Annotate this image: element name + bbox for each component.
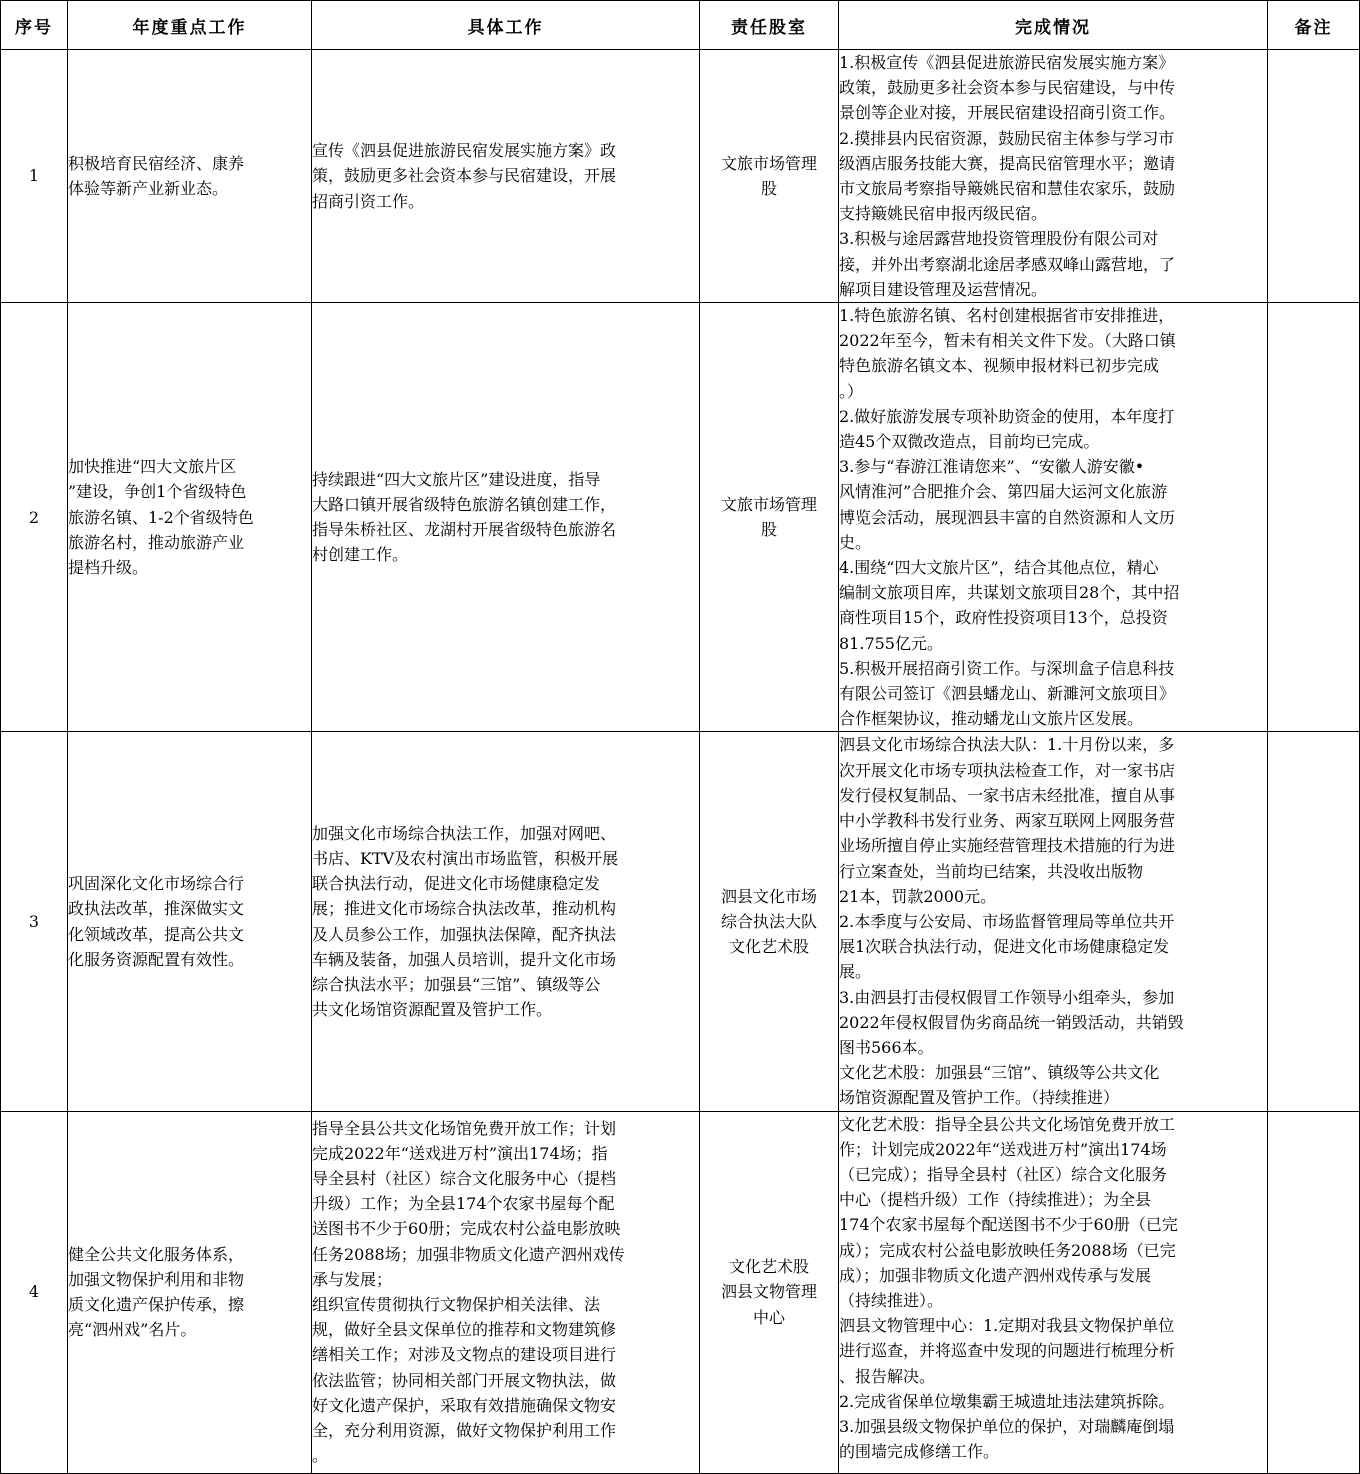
- cell-detail: [312, 732, 700, 1111]
- text-line: 股: [760, 179, 777, 199]
- header-key-work: 年度重点工作: [68, 1, 312, 50]
- text-line: 积极培育民宿经济、康养: [68, 153, 245, 173]
- cell-dept: [700, 732, 839, 1111]
- text-line: 送图书不少于60册；完成农村公益电影放映: [312, 1219, 621, 1239]
- text-line: 中心（提档升级）工作（持续推进）；为全县: [839, 1190, 1152, 1210]
- cell-detail: [312, 1111, 700, 1473]
- text-line: 综合执法水平；加强县“三馆”、镇级等公: [312, 974, 601, 994]
- text-line: 成）；完成农村公益电影放映任务2088场（已完: [839, 1240, 1176, 1260]
- text-line: 2022年侵权假冒伪劣商品统一销毁活动，共销毁: [839, 1012, 1184, 1032]
- text-line: 中小学教科书发行业务、两家互联网上网服务营: [839, 811, 1176, 831]
- text-line: 3.加强县级文物保护单位的保护，对瑞麟庵倒塌: [839, 1416, 1175, 1436]
- text-line: 编制文旅项目库，共谋划文旅项目28个，其中招: [839, 583, 1180, 603]
- text-line: 图书566本。: [839, 1037, 934, 1057]
- text-line: 3.参与“春游江淮请您来”、“安徽人游安徽•: [839, 457, 1145, 477]
- text-line: 共文化场馆资源配置及管护工作。: [312, 1000, 553, 1020]
- text-line: 提档升级。: [68, 558, 149, 578]
- text-line: 、报告解决。: [839, 1366, 936, 1386]
- text-line: 中心: [752, 1307, 785, 1327]
- text-line: 。）: [839, 381, 864, 401]
- text-line: 泗县文物管理中心：1.定期对我县文物保护单位: [839, 1316, 1175, 1336]
- text-line: 村创建工作。: [312, 545, 409, 565]
- text-line: 。: [312, 1446, 329, 1466]
- text-line: 升级）工作；为全县174个农家书屋每个配: [312, 1194, 615, 1214]
- header-index: 序号: [1, 1, 68, 50]
- cell-remark: [1268, 732, 1360, 1111]
- text-line: 1.特色旅游名镇、名村创建根据省市安排推进，: [839, 306, 1175, 326]
- header-detail: 具体工作: [312, 1, 700, 50]
- text-line: 发行侵权复制品、一家书店未经批准，擅自从事: [839, 785, 1176, 805]
- text-line: 174个农家书屋每个配送图书不少于60册（已完: [839, 1215, 1178, 1235]
- text-line: 全，充分利用资源，做好文物保护利用工作: [312, 1421, 617, 1441]
- text-line: 场馆资源配置及管护工作。（持续推进）: [839, 1088, 1120, 1108]
- text-line: 史。: [839, 532, 872, 552]
- text-line: 规，做好全县文保单位的推荐和文物建筑修: [312, 1320, 617, 1340]
- text-line: 指导全县公共文化场馆免费开放工作；计划: [312, 1118, 617, 1138]
- text-line: 级酒店服务技能大赛，提高民宿管理水平；邀请: [839, 153, 1176, 173]
- text-line: 行立案查处，当前均已结案，共没收出版物: [839, 861, 1144, 881]
- text-line: 加强文物保护利用和非物: [68, 1269, 245, 1289]
- text-line: 2.完成省保单位墩集霸王城遗址违法建筑拆除。: [839, 1391, 1175, 1411]
- cell-remark: [1268, 50, 1360, 303]
- cell-remark: [1268, 1111, 1360, 1473]
- cell-status: [839, 1111, 1268, 1473]
- text-line: 任务2088场；加强非物质文化遗产泗州戏传: [312, 1244, 625, 1264]
- text-line: 景创等企业对接，开展民宿建设招商引资工作。: [839, 103, 1176, 123]
- table-row: [1, 1111, 1360, 1473]
- text-line: 健全公共文化服务体系，: [68, 1244, 245, 1264]
- text-line: 接，并外出考察湖北途居孝感双峰山露营地，了: [839, 254, 1176, 274]
- text-line: 文旅市场管理: [720, 495, 817, 515]
- text-line: 文旅市场管理: [720, 153, 817, 173]
- text-line: 加快推进“四大文旅片区: [68, 457, 237, 477]
- text-line: 综合执法大队: [720, 911, 817, 931]
- cell-key-work: [68, 303, 312, 732]
- text-line: 21本，罚款2000元。: [839, 886, 997, 906]
- text-line: 大路口镇开展省级特色旅游名镇创建工作，: [312, 495, 617, 515]
- table-row: [1, 50, 1360, 303]
- text-line: 招商引资工作。: [312, 191, 425, 211]
- text-line: 进行巡查，并将巡查中发现的问题进行梳理分析: [839, 1341, 1176, 1361]
- text-line: 业场所擅自停止实施经营管理技术措施的行为进: [839, 836, 1176, 856]
- text-line: 旅游名镇、1-2个省级特色: [68, 507, 254, 527]
- text-line: 政策，鼓励更多社会资本参与民宿建设，与中传: [839, 78, 1176, 98]
- text-line: 政执法改革，推深做实文: [68, 899, 245, 919]
- cell-dept: [700, 303, 839, 732]
- text-line: 展。: [839, 962, 872, 982]
- text-line: 巩固深化文化市场综合行: [68, 874, 245, 894]
- text-line: 泗县文化市场综合执法大队：1.十月份以来，多: [839, 735, 1175, 755]
- table-row: [1, 303, 1360, 732]
- text-line: 文化艺术股: [728, 1257, 809, 1277]
- text-line: 依法监管；协同相关部门开展文物执法，做: [312, 1370, 617, 1390]
- text-line: 化服务资源配置有效性。: [68, 949, 245, 969]
- text-line: 3.由泗县打击侵权假冒工作领导小组牵头，参加: [839, 987, 1175, 1007]
- cell-status: [839, 50, 1268, 303]
- text-line: 次开展文化市场专项执法检查工作，对一家书店: [839, 760, 1176, 780]
- text-line: 加强文化市场综合执法工作，加强对网吧、: [312, 823, 617, 843]
- text-line: 2.摸排县内民宿资源，鼓励民宿主体参与学习市: [839, 128, 1175, 148]
- text-line: 完成2022年“送戏进万村”演出174场；指: [312, 1143, 608, 1163]
- text-line: 股: [760, 520, 777, 540]
- text-line: 缮相关工作；对涉及文物点的建设项目进行: [312, 1345, 617, 1365]
- header-remark: 备注: [1268, 1, 1360, 50]
- cell-index: 3: [1, 732, 68, 1111]
- text-line: 1.积极宣传《泗县促进旅游民宿发展实施方案》: [839, 53, 1175, 72]
- text-line: 文化艺术股：指导全县公共文化场馆免费开放工: [839, 1114, 1176, 1134]
- text-line: 联合执法行动，促进文化市场健康稳定发: [312, 874, 601, 894]
- text-line: 81.755亿元。: [839, 633, 943, 653]
- text-line: 有限公司签订《泗县蟠龙山、新濉河文旅项目》: [839, 684, 1176, 704]
- cell-detail: [312, 303, 700, 732]
- text-line: 承与发展；: [312, 1269, 393, 1289]
- cell-status: [839, 732, 1268, 1111]
- cell-index: 2: [1, 303, 68, 732]
- text-line: 的围墙完成修缮工作。: [839, 1442, 1000, 1462]
- text-line: 解项目建设管理及运营情况。: [839, 279, 1048, 299]
- text-line: 质文化遗产保护传承，擦: [68, 1295, 245, 1315]
- text-line: 化领域改革，提高公共文: [68, 924, 245, 944]
- text-line: 宣传《泗县促进旅游民宿发展实施方案》政: [312, 141, 617, 161]
- text-line: 2.本季度与公安局、市场监督管理局等单位共开: [839, 911, 1175, 931]
- text-line: 泗县文化市场: [720, 886, 817, 906]
- text-line: 5.积极开展招商引资工作。与深圳盒子信息科技: [839, 658, 1175, 678]
- text-line: 文化艺术股: [728, 937, 809, 957]
- cell-remark: [1268, 303, 1360, 732]
- header-dept: 责任股室: [700, 1, 839, 50]
- text-line: 4.围绕“四大文旅片区”，结合其他点位，精心: [839, 558, 1159, 578]
- table-row: [1, 732, 1360, 1111]
- text-line: 书店、KTV及农村演出市场监管，积极开展: [312, 848, 619, 868]
- text-line: 车辆及装备，加强人员培训，提升文化市场: [312, 949, 617, 969]
- cell-dept: [700, 50, 839, 303]
- text-line: 展；推进文化市场综合执法改革，推动机构: [312, 899, 617, 919]
- text-line: （已完成）；指导全县村（社区）综合文化服务: [839, 1164, 1168, 1184]
- text-line: 体验等新产业新业态。: [68, 179, 229, 199]
- text-line: 文化艺术股：加强县“三馆”、镇级等公共文化: [839, 1063, 1160, 1083]
- text-line: 泗县文物管理: [720, 1282, 817, 1302]
- text-line: 持续跟进“四大文旅片区”建设进度，指导: [312, 469, 601, 489]
- cell-detail: [312, 50, 700, 303]
- cell-key-work: [68, 50, 312, 303]
- cell-key-work: [68, 732, 312, 1111]
- cell-index: 4: [1, 1111, 68, 1473]
- text-line: 指导朱桥社区、龙湖村开展省级特色旅游名: [312, 520, 617, 540]
- cell-index: 1: [1, 50, 68, 303]
- cell-status: [839, 303, 1268, 732]
- text-line: 作；计划完成2022年“送戏进万村”演出174场: [839, 1139, 1167, 1159]
- text-line: ”建设，争创1个省级特色: [68, 482, 247, 502]
- text-line: 旅游名村，推动旅游产业: [68, 532, 245, 552]
- text-line: 合作框架协议，推动蟠龙山文旅片区发展。: [839, 709, 1144, 729]
- text-line: （持续推进）。: [839, 1290, 944, 1310]
- text-line: 3.积极与途居露营地投资管理股份有限公司对: [839, 229, 1159, 249]
- text-line: 市文旅局考察指导簸姚民宿和慧佳农家乐，鼓励: [839, 179, 1176, 199]
- text-line: 商性项目15个，政府性投资项目13个，总投资: [839, 608, 1168, 628]
- text-line: 造45个双微改造点，目前均已完成。: [839, 432, 1100, 452]
- cell-dept: [700, 1111, 839, 1473]
- text-line: 策，鼓励更多社会资本参与民宿建设，开展: [312, 166, 617, 186]
- text-line: 成）；加强非物质文化遗产泗州戏传承与发展: [839, 1265, 1152, 1285]
- text-line: 2.做好旅游发展专项补助资金的使用，本年度打: [839, 406, 1175, 426]
- text-line: 支持簸姚民宿申报丙级民宿。: [839, 204, 1048, 224]
- text-line: 组织宣传贯彻执行文物保护相关法律、法: [312, 1295, 601, 1315]
- text-line: 博览会活动，展现泗县丰富的自然资源和人文历: [839, 507, 1176, 527]
- text-line: 亮“泗州戏”名片。: [68, 1320, 197, 1340]
- text-line: 2022年至今，暂未有相关文件下发。（大路口镇: [839, 331, 1176, 351]
- header-row: [1, 1, 1360, 50]
- text-line: 风情淮河”合肥推介会、第四届大运河文化旅游: [839, 482, 1168, 502]
- text-line: 及人员参公工作，加强执法保障，配齐执法: [312, 924, 617, 944]
- header-status: 完成情况: [839, 1, 1268, 50]
- text-line: 展1次联合执法行动，促进文化市场健康稳定发: [839, 937, 1170, 957]
- cell-key-work: [68, 1111, 312, 1473]
- text-line: 特色旅游名镇文本、视频申报材料已初步完成: [839, 356, 1160, 376]
- text-line: 好文化遗产保护，采取有效措施确保文物安: [312, 1395, 617, 1415]
- text-line: 导全县村（社区）综合文化服务中心（提档: [312, 1169, 617, 1189]
